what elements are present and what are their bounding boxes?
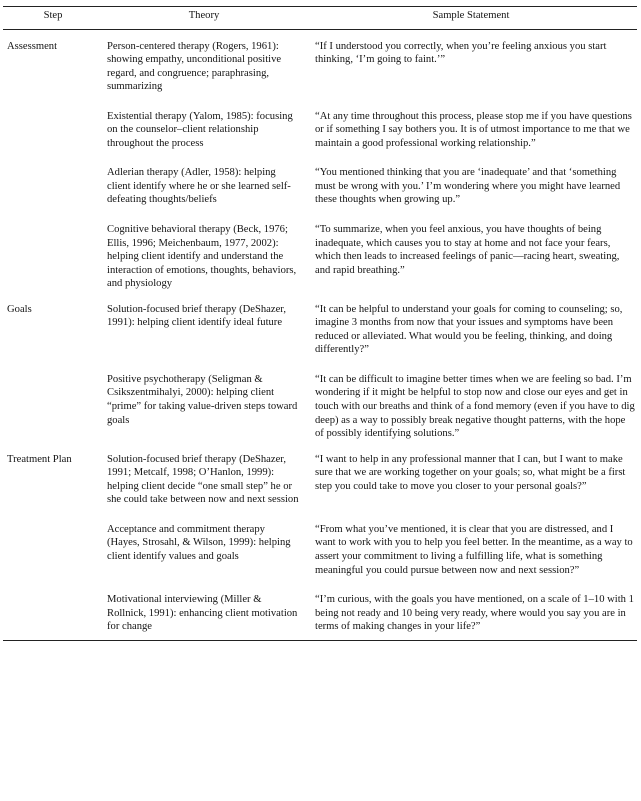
theory-cell: Motivational interviewing (Miller & Rollnick, 1991): enhancing client motivation for change [103,591,305,640]
theory-cell: Solution-focused brief therapy (DeShazer, 1991): helping client identify ideal future [107,303,287,329]
theory-cell: Adlerian therapy (Adler, 1958): helping client identify where he or she learned self-defeating thoughts/beliefs [107,167,291,206]
sample-statement-cell: “From what you’ve mentioned, it is clear that you are distressed, and I want to work with you to help you feel better. In the meantime, as a way to assert your commitment to living a fulfilling life, what is something meaningful you could pursue between now and next session?” [315,523,633,576]
sample-statement-cell: “It can be helpful to understand your goals for coming to counseling; so, imagine 3 months from now that your issues and symptoms have been reduced or alleviated. What would you be feeling, thinking, and doing differently?” [315,303,623,356]
step-cell [3,521,103,591]
sample-statement-cell: “If I understood you correctly, when you’re feeling anxious you start thinking, ‘I’m going to faint.’” [315,40,607,66]
table-row [3,301,637,371]
header-theory: Theory [103,7,305,30]
counseling-statements-table [3,6,637,641]
table-row [3,38,637,108]
sample-statement-cell: “You mentioned thinking that you are ‘inadequate’ and that ‘something must be wrong with you.’ I’m wondering where you might have learned these thoughts when growing up.” [315,167,621,206]
theory-cell: Person-centered therapy (Rogers, 1961): showing empathy, unconditional positive regard, and congruence; paraphrasing, summarizing [107,40,282,93]
table-row [3,164,637,221]
step-cell: Treatment Plan [7,453,72,465]
sample-statement-cell: “To summarize, when you feel anxious, you have thoughts of being inadequate, which causes you to stay at home and not face your fears, which then leads to increased feelings of panic—racing heart, sweating, and rapid breathing.” [315,224,620,276]
step-cell [3,371,103,451]
theory-cell: Solution-focused brief therapy (DeShazer, 1991; Metcalf, 1998; O’Hanlon, 1999): helping client decide “one small step” he or she could take between now and next session [107,453,299,506]
sample-statement-cell: “I’m curious, with the goals you have mentioned, on a scale of 1–10 with 1 being not ready and 10 being very ready, where would you say you are in terms of making changes in your life?” [305,591,637,640]
sample-statement-cell: “At any time throughout this process, please stop me if you have questions or if something I say bothers you. It is of utmost importance to me that we maintain a good professional working relationship.” [315,110,632,149]
theory-cell: Positive psychotherapy (Seligman & Csikszentmihalyi, 2000): helping client “prime” for taking value-driven steps toward goals [107,373,298,426]
step-cell: Goals [7,303,32,315]
theory-cell: Existential therapy (Yalom, 1985): focusing on the counselor–client relationship throughout the process [107,110,293,149]
step-cell: Assessment [7,40,58,52]
header-sample-statement: Sample Statement [305,7,637,30]
table-row [3,521,637,591]
sample-statement-cell: “I want to help in any professional manner that I can, but I want to make sure that we are working together on your goals; so, what might be a first step you could take to move you closer to your personal goals?” [315,453,626,492]
step-cell [3,591,103,640]
table-row [3,221,637,301]
step-cell [3,108,103,165]
table-row [3,451,637,521]
theory-cell: Acceptance and commitment therapy (Hayes, Strosahl, & Wilson, 1999): helping client identify values and goals [107,523,291,562]
header-step: Step [3,7,103,30]
table-header-row [3,7,637,30]
table-row [3,371,637,451]
table-row [3,108,637,165]
theory-cell: Cognitive behavioral therapy (Beck, 1976; Ellis, 1996; Meichenbaum, 1977, 2002): helping client identify and understand the interaction of emotions, thoughts, behaviors, and physiology [107,224,297,290]
table-row [3,591,637,640]
step-cell [3,221,103,301]
step-cell [3,164,103,221]
sample-statement-cell: “It can be difficult to imagine better times when we are feeling so bad. I’m wondering if it might be helpful to stop now and close our eyes and get in touch with our breaths and think of a fond memory (even if you have to dig deep) as a way to possibly break negative thought patterns, with the hope of possibly identifying solutions.” [315,373,635,440]
